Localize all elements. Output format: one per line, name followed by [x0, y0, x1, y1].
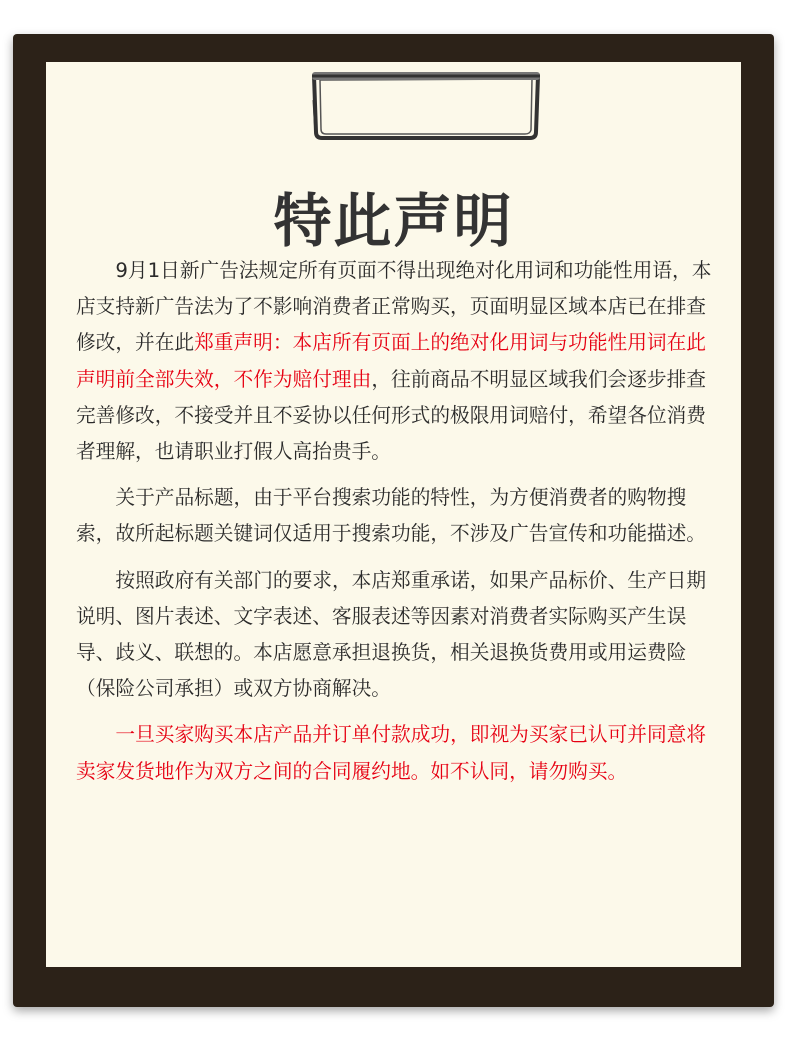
paragraph-ad-law-highlight: 郑重声明：本店所有页面上的绝对化用词与功能性用词在此声明前全部失效，不作为赔付理由 [76, 331, 706, 391]
page-title: 特此声明 [273, 187, 514, 255]
paragraph-ad-law-outro: ，往前商品不明显区域我们会逐步排查完善修改，不接受并且不妥协以任何形式的极限用词赔付，希望各位消费者理解，也请职业打假人高抬贵手。 [76, 367, 706, 464]
paragraph-ad-law-intro: 9月1日新广告法规定所有页面不得出现绝对化用词和功能性用语，本店支持新广告法为了不影响消费者正常购买，页面明显区域本店已在排查修改，并在此 [76, 259, 712, 355]
paragraph-commitment: 按照政府有关部门的要求，本店郑重承诺，如果产品标价、生产日期说明、图片表述、文字表述、客服表述等因素对消费者实际购买产生误导、歧义、联想的。本店愿意承担退换货，相关退换货费用或用运费险（保险公司承担）或双方协商解决。 [76, 568, 707, 701]
clipboard-board [13, 34, 774, 1007]
paragraph-title-keywords: 关于产品标题，由于平台搜索功能的特性，为方便消费者的购物搜索，故所起标题关键词仅适用于搜索功能，不涉及广告宣传和功能描述。 [76, 486, 706, 546]
statement-body [76, 253, 716, 800]
paragraph-contract-location: 一旦买家购买本店产品并订单付款成功，即视为买家已认可并同意将卖家发货地作为双方之间的合同履约地。如不认同，请勿购买。 [76, 723, 707, 783]
paragraph-ad-law [76, 253, 716, 470]
notice-paper [46, 62, 741, 967]
clip-icon [310, 70, 542, 142]
